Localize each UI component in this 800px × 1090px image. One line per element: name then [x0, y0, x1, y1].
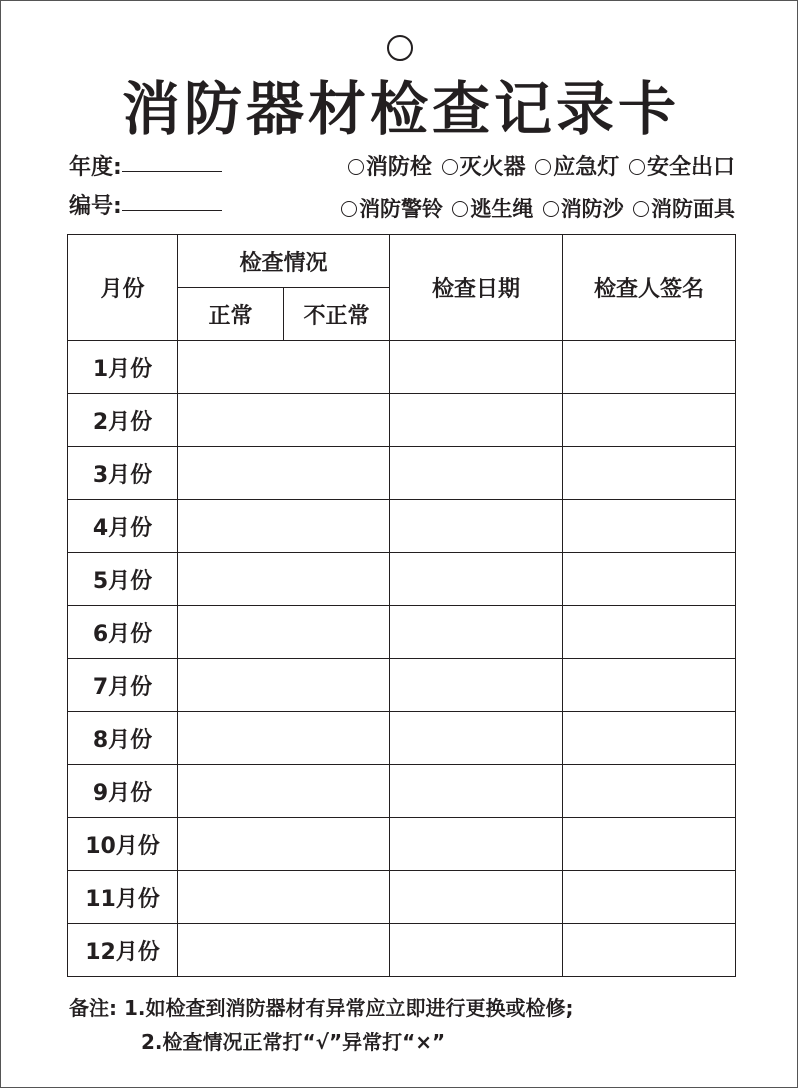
month-header: 月份	[68, 235, 178, 341]
table-header-row	[68, 235, 736, 288]
month-cell: 4月份	[68, 500, 178, 553]
date-cell[interactable]	[390, 659, 563, 712]
date-cell[interactable]	[390, 712, 563, 765]
date-cell[interactable]	[390, 341, 563, 394]
month-cell: 9月份	[68, 765, 178, 818]
year-blank-line[interactable]	[122, 170, 222, 172]
table-row	[68, 447, 736, 500]
option-fire-sand[interactable]: 消防沙	[543, 194, 624, 224]
abnormal-header: 不正常	[284, 288, 390, 341]
radio-circle-icon	[543, 201, 559, 217]
status-header: 检查情况	[178, 235, 390, 288]
option-hydrant[interactable]: 消防栓	[348, 153, 432, 183]
radio-circle-icon	[348, 159, 364, 175]
signature-cell[interactable]	[563, 818, 736, 871]
signature-cell[interactable]	[563, 341, 736, 394]
inspector-header: 检查人签名	[563, 235, 736, 341]
table-row	[68, 712, 736, 765]
status-cell[interactable]	[178, 659, 390, 712]
table-row	[68, 394, 736, 447]
status-cell[interactable]	[178, 500, 390, 553]
month-cell: 5月份	[68, 553, 178, 606]
option-safety-exit[interactable]: 安全出口	[629, 153, 735, 183]
hang-hole-icon	[387, 35, 413, 61]
option-emergency-light[interactable]: 应急灯	[535, 153, 619, 183]
status-cell[interactable]	[178, 818, 390, 871]
table-row	[68, 659, 736, 712]
radio-circle-icon	[442, 159, 458, 175]
signature-cell[interactable]	[563, 394, 736, 447]
signature-cell[interactable]	[563, 765, 736, 818]
option-extinguisher[interactable]: 灭火器	[442, 153, 526, 183]
status-cell[interactable]	[178, 712, 390, 765]
status-cell[interactable]	[178, 394, 390, 447]
table-row	[68, 765, 736, 818]
year-field[interactable]	[69, 153, 222, 183]
month-cell: 2月份	[68, 394, 178, 447]
option-escape-rope[interactable]: 逃生绳	[452, 194, 533, 224]
radio-circle-icon	[633, 201, 649, 217]
month-cell: 3月份	[68, 447, 178, 500]
date-cell[interactable]	[390, 553, 563, 606]
option-fire-alarm[interactable]: 消防警铃	[341, 194, 443, 224]
month-cell: 6月份	[68, 606, 178, 659]
status-cell[interactable]	[178, 447, 390, 500]
normal-header: 正常	[178, 288, 284, 341]
month-cell: 8月份	[68, 712, 178, 765]
month-cell: 11月份	[68, 871, 178, 924]
signature-cell[interactable]	[563, 553, 736, 606]
month-rows	[68, 341, 736, 977]
equipment-options-row2	[339, 194, 735, 224]
date-cell[interactable]	[390, 924, 563, 977]
table-row	[68, 818, 736, 871]
month-cell: 1月份	[68, 341, 178, 394]
month-cell: 7月份	[68, 659, 178, 712]
signature-cell[interactable]	[563, 659, 736, 712]
number-field[interactable]	[69, 192, 222, 222]
radio-circle-icon	[629, 159, 645, 175]
date-cell[interactable]	[390, 447, 563, 500]
radio-circle-icon	[535, 159, 551, 175]
year-label: 年度:	[69, 155, 122, 180]
status-cell[interactable]	[178, 765, 390, 818]
date-cell[interactable]	[390, 765, 563, 818]
date-cell[interactable]	[390, 818, 563, 871]
date-cell[interactable]	[390, 871, 563, 924]
date-cell[interactable]	[390, 500, 563, 553]
table-row	[68, 924, 736, 977]
status-cell[interactable]	[178, 871, 390, 924]
notes-prefix: 备注:	[69, 996, 117, 1020]
date-cell[interactable]	[390, 394, 563, 447]
number-label: 编号:	[69, 194, 122, 219]
inspection-table	[67, 234, 736, 977]
signature-cell[interactable]	[563, 871, 736, 924]
status-cell[interactable]	[178, 606, 390, 659]
status-cell[interactable]	[178, 553, 390, 606]
table-row	[68, 606, 736, 659]
signature-cell[interactable]	[563, 500, 736, 553]
table-row	[68, 871, 736, 924]
number-blank-line[interactable]	[122, 209, 222, 211]
date-cell[interactable]	[390, 606, 563, 659]
radio-circle-icon	[341, 201, 357, 217]
notes	[69, 991, 573, 1059]
signature-cell[interactable]	[563, 606, 736, 659]
signature-cell[interactable]	[563, 924, 736, 977]
card-title: 消防器材检查记录卡	[121, 75, 680, 143]
option-fire-mask[interactable]: 消防面具	[633, 194, 735, 224]
note-line-2: 2.检查情况正常打“√”异常打“×”	[141, 1030, 446, 1054]
month-cell: 10月份	[68, 818, 178, 871]
status-cell[interactable]	[178, 924, 390, 977]
note-line-1: 备注: 1.如检查到消防器材有异常应立即进行更换或检修;	[69, 996, 574, 1020]
month-cell: 12月份	[68, 924, 178, 977]
table-row	[68, 500, 736, 553]
signature-cell[interactable]	[563, 712, 736, 765]
table-row	[68, 341, 736, 394]
signature-cell[interactable]	[563, 447, 736, 500]
table-row	[68, 553, 736, 606]
date-header: 检查日期	[390, 235, 563, 341]
radio-circle-icon	[452, 201, 468, 217]
status-cell[interactable]	[178, 341, 390, 394]
equipment-options-row1	[346, 153, 735, 183]
